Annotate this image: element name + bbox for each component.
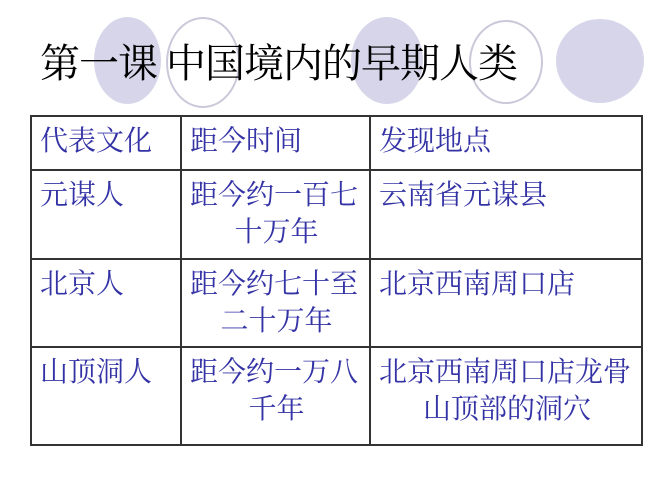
col-header-time: [181, 116, 370, 170]
cell-text-wrapped: 山顶部的洞穴: [422, 394, 591, 425]
table-row: [31, 170, 642, 259]
cell-text-wrapped: 二十万年: [220, 306, 333, 337]
page-title: 第一课 中国境内的早期人类: [40, 41, 517, 86]
cell-text: 距今约一万八: [190, 357, 359, 388]
cell-place: [370, 259, 642, 347]
table-row: [31, 347, 642, 445]
col-header-culture: [31, 116, 181, 170]
cell-time: [181, 259, 370, 347]
cell-culture: [31, 259, 181, 347]
cell-text: 北京西南周口店龙骨: [379, 357, 632, 388]
cell-time: [181, 347, 370, 445]
cell-place: [370, 347, 642, 445]
table-row: [31, 259, 642, 347]
cell-text-wrapped: 千年: [248, 394, 305, 425]
cell-text: 北京人: [40, 269, 125, 300]
col-header-place-label: 发现地点: [379, 126, 492, 157]
cell-text: 山顶洞人: [40, 357, 153, 388]
cell-text: 云南省元谋县: [379, 180, 548, 211]
col-header-place: [370, 116, 642, 170]
early-humans-table: [30, 115, 643, 446]
cell-text-wrapped: 十万年: [234, 217, 319, 248]
cell-culture: [31, 347, 181, 445]
cell-text: 北京西南周口店: [379, 269, 576, 300]
cell-culture: [31, 170, 181, 259]
cell-place: [370, 170, 642, 259]
col-header-time-label: 距今时间: [190, 126, 303, 157]
cell-text: 距今约七十至: [190, 269, 359, 300]
cell-time: [181, 170, 370, 259]
table-header-row: [31, 116, 642, 170]
decorative-ellipse-5: [556, 19, 644, 103]
col-header-culture-label: 代表文化: [40, 126, 153, 157]
cell-text: 距今约一百七: [190, 180, 359, 211]
cell-text: 元谋人: [40, 180, 125, 211]
